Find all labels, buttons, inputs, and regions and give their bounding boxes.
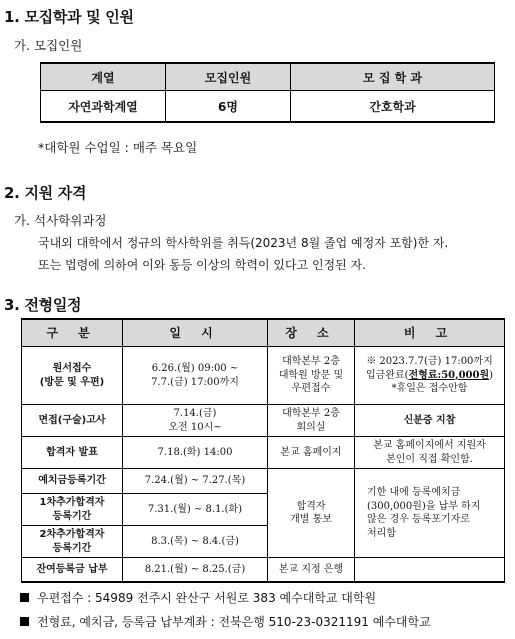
class-day-note: *대학원 수업일 : 매주 목요일 — [38, 140, 198, 155]
cell-department: 간호학과 — [291, 91, 495, 123]
row-application-place — [268, 347, 355, 405]
label-line: 등록기간 — [52, 510, 92, 522]
note-line: *휴일은 접수안함 — [391, 383, 468, 395]
merged-place — [268, 469, 355, 558]
section1-title: 1. 모집학과 및 인원 — [4, 8, 134, 26]
date-line: 오전 10시~ — [168, 421, 222, 433]
header-datetime: 일 시 — [123, 319, 268, 347]
recruitment-table — [40, 62, 495, 123]
header-department: 모 집 학 과 — [291, 63, 495, 91]
row-announce-date: 7.18.(화) 14:00 — [123, 437, 268, 469]
bank-account-text: 전형료, 예치금, 등록금 납부계좌 : 전북은행 510-23-0321191 예수대학교 — [37, 615, 431, 629]
row-application-label — [22, 347, 123, 405]
label-line: 1차추가합격자 — [39, 497, 105, 508]
row-tuition-note — [355, 558, 505, 582]
place-line: 대학원 방문 및 — [278, 369, 344, 381]
square-bullet-icon — [20, 617, 29, 626]
label-line: 등록기간 — [52, 542, 92, 554]
merged-note — [355, 469, 505, 558]
note-line: (300,000원)을 납부 하지 — [367, 500, 481, 512]
note-text: 입금완료( — [365, 369, 409, 381]
note-line: 본교 홈페이지에서 지원자 — [373, 440, 486, 451]
place-line: 우편접수 — [291, 383, 331, 395]
row-announce-note — [355, 437, 505, 469]
place-line: 회의실 — [296, 421, 326, 433]
row-first-extra-label — [22, 494, 123, 526]
label-line: 원서접수 — [52, 363, 92, 374]
label-line: (방문 및 우편) — [39, 376, 105, 388]
eligibility-line1: 국내외 대학에서 정규의 학사학위를 취득(2023년 8월 졸업 예정자 포함)한 자. — [38, 236, 449, 250]
row-tuition-label: 잔여등록금 납부 — [22, 558, 123, 582]
row-first-extra-date: 7.31.(월) ~ 8.1.(화) — [123, 494, 268, 526]
row-tuition-date: 8.21.(월) ~ 8.25.(금) — [123, 558, 268, 582]
row-second-extra-date: 8.3.(목) ~ 8.4.(금) — [123, 526, 268, 558]
bank-account-line — [20, 613, 431, 630]
fee-amount: 50,000원 — [441, 369, 490, 381]
table-row — [22, 437, 505, 469]
row-tuition-place: 본교 지정 은행 — [268, 558, 355, 582]
date-line: 7.7.(금) 17:00까지 — [151, 376, 239, 388]
section1-subtitle: 가. 모집인원 — [14, 38, 83, 53]
row-interview-label: 면접(구술)고사 — [22, 405, 123, 437]
mail-address-line — [20, 589, 376, 606]
row-announce-place: 본교 홈페이지 — [268, 437, 355, 469]
date-line: 7.14.(금) — [173, 408, 217, 419]
header-remarks: 비 고 — [355, 319, 505, 347]
mail-address-text: 우편접수 : 54989 전주시 완산구 서원로 383 예수대학교 대학원 — [37, 591, 377, 605]
note-line: 기한 내에 등록예치금 — [367, 487, 461, 498]
note-line: 처리함 — [367, 527, 396, 539]
place-line: 대학본부 2층 — [282, 356, 340, 368]
section2-title: 2. 지원 자격 — [4, 184, 87, 202]
row-interview-date — [123, 405, 268, 437]
place-line: 개별 통보 — [290, 514, 332, 525]
section3-title: 3. 전형일정 — [4, 296, 82, 314]
note-text: ) — [489, 369, 494, 381]
place-line: 대학본부 2층 — [282, 408, 340, 419]
table-row — [22, 347, 505, 405]
row-announce-label: 합격자 발표 — [22, 437, 123, 469]
note-line: 않은 경우 등록포기자로 — [367, 514, 470, 525]
header-quota: 모집인원 — [166, 63, 291, 91]
square-bullet-icon — [20, 593, 29, 602]
header-category: 구 분 — [22, 319, 123, 347]
section2-subtitle: 가. 석사학위과정 — [14, 213, 107, 228]
row-application-note — [355, 347, 505, 405]
note-line: 본인이 직접 확인함. — [386, 453, 473, 465]
eligibility-line2: 또는 법령에 의하여 이와 동등 이상의 학력이 있다고 인정된 자. — [38, 258, 366, 272]
table-row — [22, 469, 505, 494]
place-line: 합격자 — [296, 500, 326, 512]
table-row — [22, 558, 505, 582]
table-row — [22, 405, 505, 437]
label-line: 2차추가합격자 — [39, 529, 105, 540]
header-field: 계열 — [41, 63, 166, 91]
date-line: 6.26.(월) 09:00 ~ — [151, 363, 239, 374]
header-place: 장 소 — [268, 319, 355, 347]
row-second-extra-label — [22, 526, 123, 558]
schedule-table — [21, 318, 505, 583]
cell-quota: 6명 — [166, 91, 291, 123]
cell-field: 자연과학계열 — [41, 91, 166, 123]
note-line: ※ 2023.7.7(금) 17:00까지 — [366, 356, 493, 368]
row-deposit-date: 7.24.(월) ~ 7.27.(목) — [123, 469, 268, 494]
row-application-date — [123, 347, 268, 405]
row-deposit-label: 예치금등록기간 — [22, 469, 123, 494]
note-line — [357, 369, 502, 383]
row-interview-place — [268, 405, 355, 437]
fee-label: 전형료: — [408, 369, 442, 381]
row-interview-note: 신분증 지참 — [355, 405, 505, 437]
